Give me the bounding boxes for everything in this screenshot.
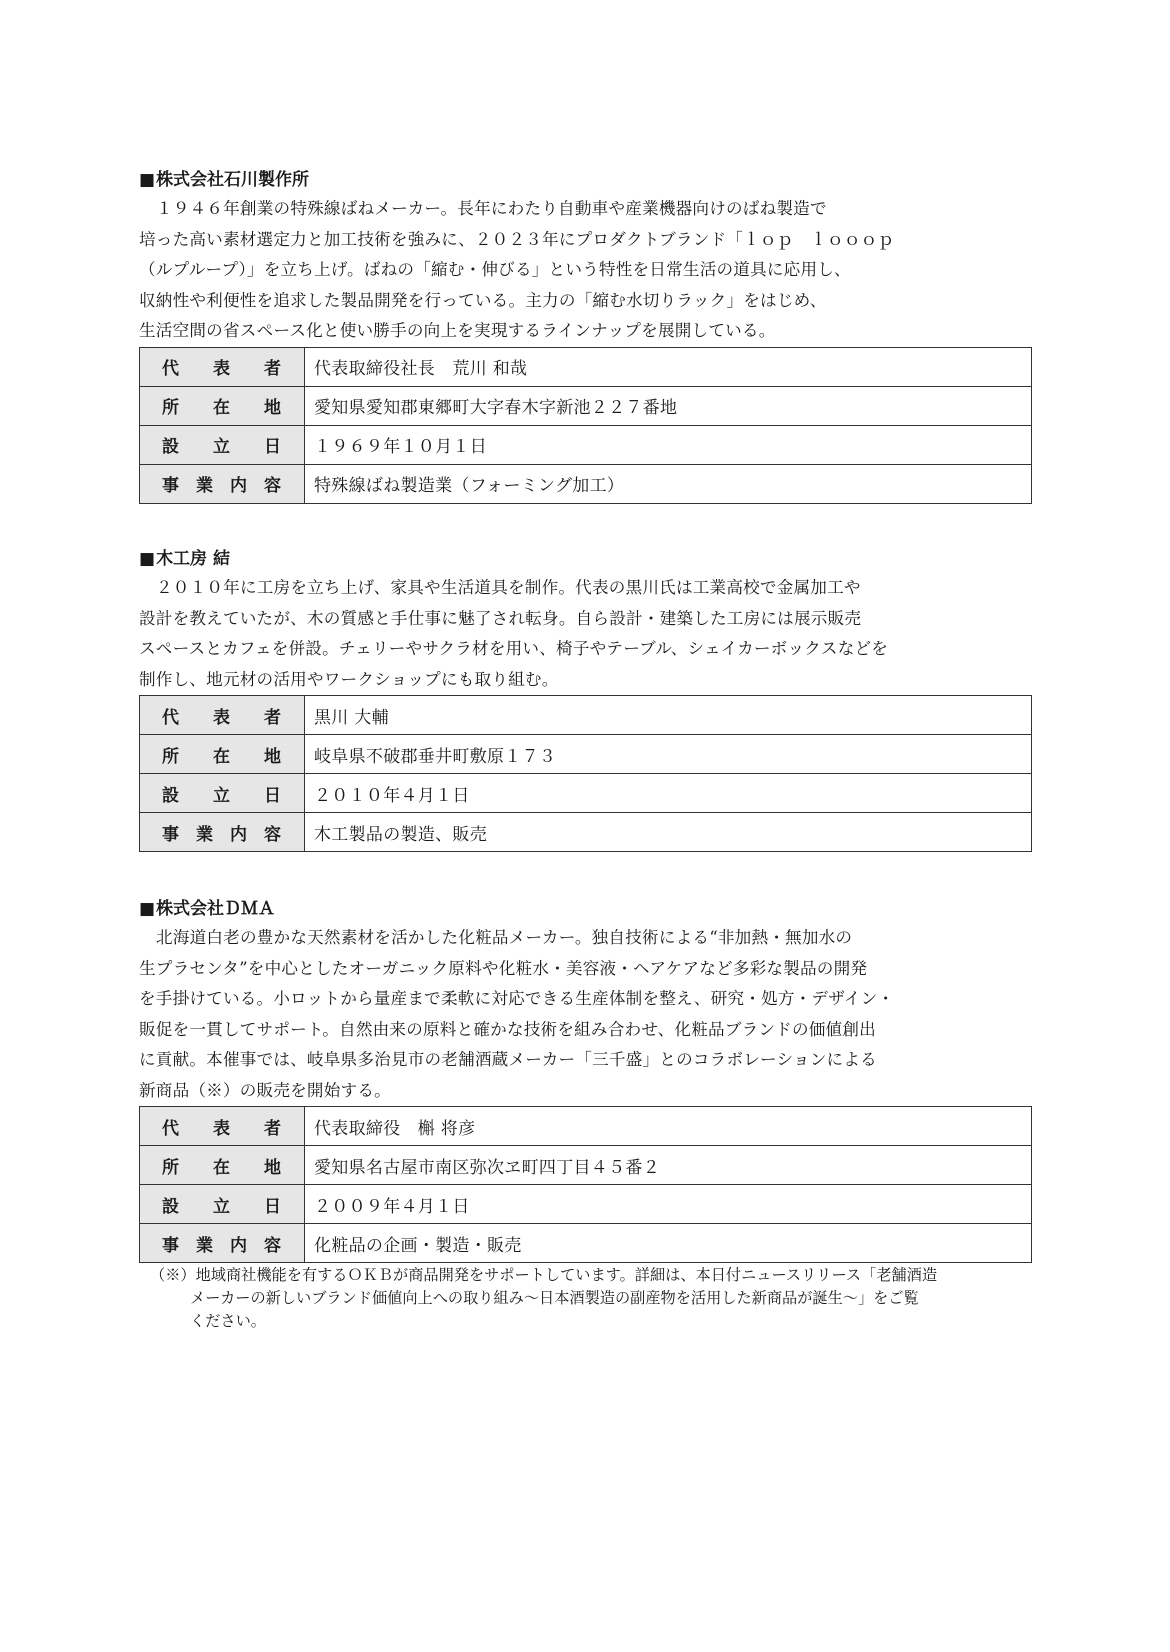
company-info-table bbox=[139, 695, 1032, 852]
value-business: 化粧品の企画・製造・販売 bbox=[305, 1224, 1032, 1263]
value-address: 岐阜県不破郡垂井町敷原１７３ bbox=[305, 735, 1032, 774]
footnote-line: メーカーの新しいブランド価値向上への取り組み～日本酒製造の副産物を活用した新商品が誕生～」をご覧 bbox=[190, 1289, 919, 1307]
description-line: スペースとカフェを併設。チェリーやサクラ材を用い、椅子やテーブル、シェイカーボックスなどを bbox=[139, 639, 889, 658]
label-representative bbox=[140, 347, 305, 386]
label-char: 在 bbox=[213, 1157, 230, 1178]
table-row bbox=[140, 464, 1032, 503]
value-founded: １９６９年１０月１日 bbox=[305, 425, 1032, 464]
label-business bbox=[140, 1224, 305, 1263]
label-founded bbox=[140, 774, 305, 813]
label-char: 所 bbox=[162, 1157, 179, 1178]
square-bullet-icon: ■ bbox=[139, 549, 156, 569]
section-heading-text: 株式会社石川製作所 bbox=[156, 170, 310, 190]
label-char: 者 bbox=[264, 359, 281, 379]
section-heading-text: 木工房 結 bbox=[156, 549, 230, 569]
company-description bbox=[139, 923, 1032, 1106]
table-row bbox=[140, 774, 1032, 813]
footnote bbox=[150, 1264, 1035, 1333]
description-line: 制作し、地元材の活用やワークショップにも取り組む。 bbox=[139, 669, 559, 689]
label-char: 事 bbox=[162, 824, 179, 845]
label-representative bbox=[140, 696, 305, 735]
description-line: （ルプループ）」を立ち上げ。ばねの「縮む・伸びる」という特性を日常生活の道具に応用し、 bbox=[139, 260, 851, 279]
table-row bbox=[140, 1224, 1032, 1263]
description-line: 設計を教えていたが、木の質感と手仕事に魅了され転身。自ら設計・建築した工房には展示販売 bbox=[139, 608, 862, 628]
description-line: に貢献。本催事では、岐阜県多治見市の老舗酒蔵メーカー「三千盛」とのコラボレーションによる bbox=[139, 1050, 877, 1069]
value-founded: ２０１０年４月１日 bbox=[305, 774, 1032, 813]
label-char: 所 bbox=[162, 746, 179, 767]
label-char: 立 bbox=[213, 785, 230, 806]
table-row bbox=[140, 696, 1032, 735]
value-representative: 黒川 大輔 bbox=[305, 696, 1032, 735]
footnote-line: （※）地域商社機能を有するＯＫＢが商品開発をサポートしています。詳細は、本日付ニュースリリース「老舗酒造 bbox=[150, 1266, 938, 1284]
section-heading bbox=[139, 897, 1032, 921]
description-line: 生プラセンタ”を中心としたオーガニック原料や化粧水・美容液・ヘアケアなど多彩な製品の開発 bbox=[139, 958, 868, 978]
label-address bbox=[140, 1146, 305, 1185]
label-char: 代 bbox=[162, 1118, 179, 1139]
label-char: 地 bbox=[264, 1157, 281, 1178]
label-char: 日 bbox=[264, 1196, 281, 1217]
label-char: 者 bbox=[264, 707, 281, 728]
company-section-dma bbox=[139, 897, 1032, 1263]
label-char: 容 bbox=[264, 1235, 281, 1256]
label-char: 事 bbox=[162, 1235, 179, 1256]
table-row bbox=[140, 735, 1032, 774]
label-char: 日 bbox=[264, 785, 281, 806]
description-line: ２０１０年に工房を立ち上げ、家具や生活道具を制作。代表の黒川氏は工業高校で金属加工や bbox=[156, 578, 861, 597]
value-address: 愛知県愛知郡東郷町大字春木字新池２２７番地 bbox=[305, 386, 1032, 425]
label-founded bbox=[140, 425, 305, 464]
description-line: 収納性や利便性を追求した製品開発を行っている。主力の「縮む水切りラック」をはじめ、 bbox=[139, 290, 827, 310]
footnote-line: ください。 bbox=[190, 1312, 266, 1330]
label-char: 業 bbox=[196, 1235, 213, 1256]
label-char: 業 bbox=[196, 476, 213, 496]
value-representative: 代表取締役 槲 将彦 bbox=[305, 1107, 1032, 1146]
label-char: 設 bbox=[162, 1196, 179, 1217]
label-char: 表 bbox=[213, 359, 230, 379]
label-char: 設 bbox=[162, 437, 179, 457]
value-business: 木工製品の製造、販売 bbox=[305, 813, 1032, 852]
label-business bbox=[140, 813, 305, 852]
square-bullet-icon: ■ bbox=[139, 899, 156, 919]
description-line: 販促を一貫してサポート。自然由来の原料と確かな技術を組み合わせ、化粧品ブランドの価値創出 bbox=[139, 1019, 876, 1039]
company-description bbox=[139, 573, 1032, 695]
label-founded bbox=[140, 1185, 305, 1224]
description-line: 生活空間の省スペース化と使い勝手の向上を実現するラインナップを展開している。 bbox=[139, 321, 776, 340]
label-char: 在 bbox=[213, 746, 230, 767]
company-info-table bbox=[139, 1106, 1032, 1263]
table-row bbox=[140, 1146, 1032, 1185]
label-representative bbox=[140, 1107, 305, 1146]
square-bullet-icon: ■ bbox=[139, 170, 156, 190]
label-char: 地 bbox=[264, 746, 281, 767]
value-representative: 代表取締役社長 荒川 和哉 bbox=[305, 347, 1032, 386]
label-business bbox=[140, 464, 305, 503]
company-description bbox=[139, 194, 1032, 347]
label-char: 代 bbox=[162, 707, 179, 728]
label-char: 容 bbox=[264, 476, 281, 496]
table-row bbox=[140, 425, 1032, 464]
label-char: 地 bbox=[264, 398, 281, 418]
label-char: 代 bbox=[162, 359, 179, 379]
label-char: 立 bbox=[213, 437, 230, 457]
label-char: 内 bbox=[230, 824, 247, 845]
label-char: 内 bbox=[230, 476, 247, 496]
description-line: 新商品（※）の販売を開始する。 bbox=[139, 1080, 391, 1100]
label-char: 在 bbox=[213, 398, 230, 418]
label-char: 事 bbox=[162, 476, 179, 496]
table-row bbox=[140, 1107, 1032, 1146]
description-line: 培った高い素材選定力と加工技術を強みに、２０２３年にプロダクトブランド「ｌｏｐ ｌｏｏｏｐ bbox=[139, 229, 895, 249]
company-info-table bbox=[139, 347, 1032, 504]
label-address bbox=[140, 735, 305, 774]
description-line: を手掛けている。小ロットから量産まで柔軟に対応できる生産体制を整え、研究・処方・デザイン・ bbox=[139, 989, 895, 1008]
label-char: 容 bbox=[264, 824, 281, 845]
value-address: 愛知県名古屋市南区弥次ヱ町四丁目４５番２ bbox=[305, 1146, 1032, 1185]
company-section-mokkobo bbox=[139, 547, 1032, 852]
label-char: 設 bbox=[162, 785, 179, 806]
label-char: 業 bbox=[196, 824, 213, 845]
section-heading bbox=[139, 547, 1032, 571]
label-char: 日 bbox=[264, 437, 281, 457]
company-section-ishikawa bbox=[139, 168, 1032, 504]
table-row bbox=[140, 813, 1032, 852]
label-address bbox=[140, 386, 305, 425]
table-row bbox=[140, 1185, 1032, 1224]
table-row bbox=[140, 386, 1032, 425]
value-business: 特殊線ばね製造業（フォーミング加工） bbox=[305, 464, 1032, 503]
value-founded: ２００９年４月１日 bbox=[305, 1185, 1032, 1224]
description-line: １９４６年創業の特殊線ばねメーカー。長年にわたり自動車や産業機器向けのばね製造で bbox=[156, 199, 827, 218]
label-char: 者 bbox=[264, 1118, 281, 1139]
label-char: 所 bbox=[162, 398, 179, 418]
label-char: 表 bbox=[213, 1118, 230, 1139]
table-row bbox=[140, 347, 1032, 386]
label-char: 立 bbox=[213, 1196, 230, 1217]
label-char: 表 bbox=[213, 707, 230, 728]
section-heading-text: 株式会社ＤＭＡ bbox=[156, 899, 276, 919]
section-heading bbox=[139, 168, 1032, 192]
label-char: 内 bbox=[230, 1235, 247, 1256]
description-line: 北海道白老の豊かな天然素材を活かした化粧品メーカー。独自技術による“非加熱・無加水の bbox=[156, 928, 853, 947]
